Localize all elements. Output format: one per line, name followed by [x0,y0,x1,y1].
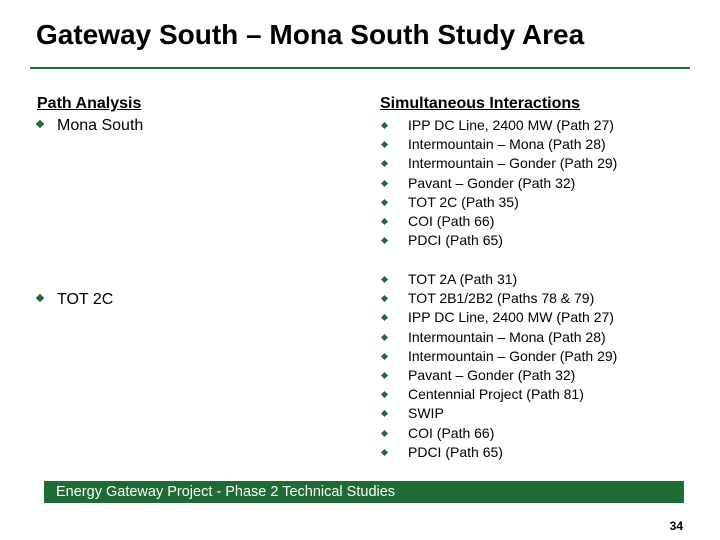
diamond-bullet-icon [381,430,388,437]
diamond-bullet-icon [381,410,388,417]
interaction-text: Pavant – Gonder (Path 32) [408,174,576,191]
interaction-text: IPP DC Line, 2400 MW (Path 27) [408,309,614,326]
diamond-bullet-icon [381,160,388,167]
interaction-text: Centennial Project (Path 81) [408,386,584,403]
path-item-tot-2c [37,291,113,309]
diamond-bullet-icon [381,353,388,360]
interaction-text: Intermountain – Gonder (Path 29) [408,347,618,364]
interaction-text: PDCI (Path 65) [408,232,503,249]
diamond-bullet-icon [381,372,388,379]
interaction-text: Intermountain – Mona (Path 28) [408,136,606,153]
list-item [380,347,617,366]
path-name: Mona South [57,117,144,134]
path-name: TOT 2C [57,291,114,308]
list-item [380,174,617,193]
interaction-text: COI (Path 66) [408,424,495,441]
interaction-text: Intermountain – Gonder (Path 29) [408,155,618,172]
diamond-bullet-icon [381,449,388,456]
diamond-bullet-icon [36,120,44,128]
list-item [380,308,617,327]
path-analysis-heading: Path Analysis [37,95,142,112]
diamond-bullet-icon [381,314,388,321]
diamond-bullet-icon [381,122,388,129]
page-title: Gateway South – Mona South Study Area [36,19,585,50]
footer-bar: Energy Gateway Project - Phase 2 Technical Studies [44,481,684,503]
list-item [380,231,617,250]
interaction-text: COI (Path 66) [408,212,495,229]
diamond-bullet-icon [381,334,388,341]
list-item [380,212,617,231]
interaction-text: TOT 2A (Path 31) [408,271,518,287]
diamond-bullet-icon [36,294,44,302]
list-item [380,270,617,289]
list-item [380,385,617,404]
list-item [380,443,617,462]
list-item [380,116,617,135]
diamond-bullet-icon [381,276,388,283]
list-item [380,424,617,443]
simultaneous-interactions-heading: Simultaneous Interactions [380,95,581,112]
list-item [380,404,617,423]
diamond-bullet-icon [381,295,388,302]
title-divider [30,67,690,69]
interaction-text: Pavant – Gonder (Path 32) [408,366,576,383]
page-number: 34 [669,519,683,533]
list-item [380,154,617,173]
diamond-bullet-icon [381,237,388,244]
interaction-text: PDCI (Path 65) [408,443,503,460]
diamond-bullet-icon [381,141,388,148]
list-item [380,193,617,212]
interaction-text: TOT 2C (Path 35) [408,193,519,210]
interaction-text: IPP DC Line, 2400 MW (Path 27) [408,117,614,133]
interaction-text: TOT 2B1/2B2 (Paths 78 & 79) [408,290,595,307]
interaction-text: Intermountain – Mona (Path 28) [408,328,606,345]
diamond-bullet-icon [381,180,388,187]
interaction-text: SWIP [408,405,444,422]
diamond-bullet-icon [381,391,388,398]
diamond-bullet-icon [381,218,388,225]
tot-2c-interactions-list [380,270,617,462]
list-item [380,135,617,154]
mona-south-interactions-list [380,116,617,250]
list-item [380,289,617,308]
path-item-mona-south [37,117,143,135]
list-item [380,366,617,385]
list-item [380,328,617,347]
diamond-bullet-icon [381,199,388,206]
